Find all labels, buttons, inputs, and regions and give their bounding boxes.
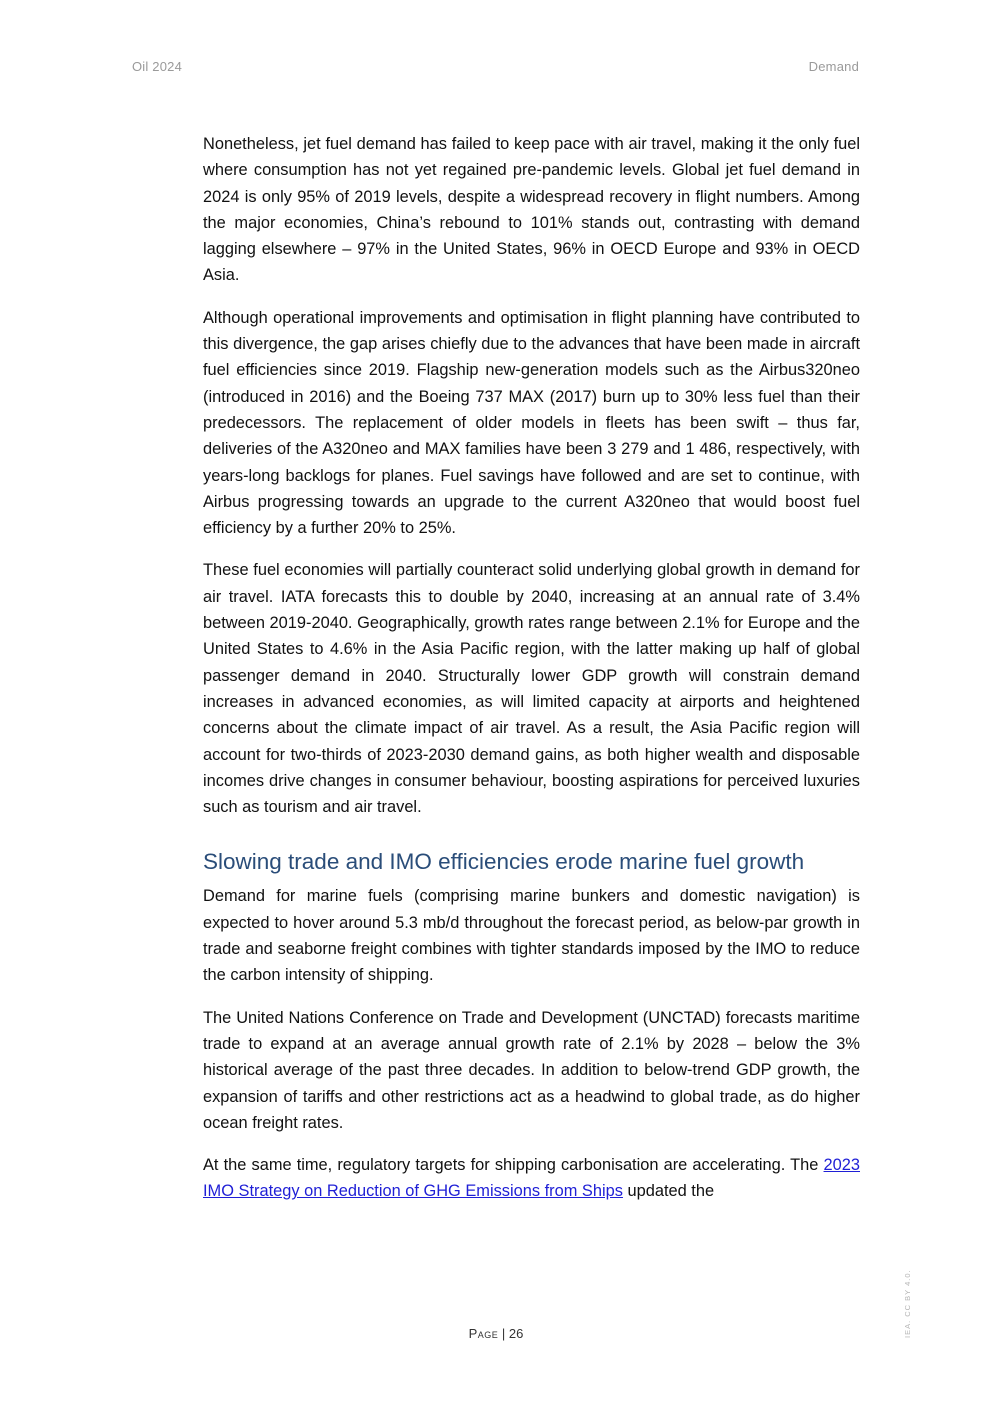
paragraph-marine-fuel-demand: Demand for marine fuels (comprising marine bunkers and domestic navigation) is expected to hover around 5.3 mb/d throughout the forecast period, as below-par growth in trade and seaborne freight combines with tighter standards imposed by the IMO to reduce the carbon intensity of shipping. bbox=[203, 887, 860, 985]
header-report-title: Oil 2024 bbox=[132, 59, 183, 74]
page-separator: | bbox=[498, 1326, 509, 1341]
page-footer bbox=[0, 1326, 992, 1341]
paragraph-text-before-link: At the same time, regulatory targets for shipping carbonisation are accelerating. The bbox=[203, 1156, 824, 1175]
paragraph-text-after-link: updated the bbox=[622, 1182, 715, 1201]
paragraph-maritime-trade: The United Nations Conference on Trade and Development (UNCTAD) forecasts maritime trade to expand at an average annual growth rate of 2.1% by 2028 – below the 3% historical average of the past three decades. In addition to below-trend GDP growth, the expansion of tariffs and other restrictions act as a headwind to global trade, as do higher ocean freight rates. bbox=[203, 1008, 860, 1132]
main-content bbox=[203, 131, 860, 1221]
page-number: 26 bbox=[508, 1326, 524, 1341]
page-label: Page bbox=[468, 1326, 499, 1341]
paragraph-fuel-efficiency: Although operational improvements and optimisation in flight planning have contributed to this divergence, the gap arises chiefly due to the advances that have been made in aircraft fuel efficiencies since 2019. Flagship new-generation models such as the Airbus320neo (introduced in 2016) and the Boeing 737 MAX (2017) burn up to 30% less fuel than their predecessors. The replacement of older models in fleets has been swift – thus far, deliveries of the A320neo and MAX families have been 3 279 and 1 486, respectively, with years-long backlogs for planes. Fuel savings have followed and are set to continue, with Airbus progressing towards an upgrade to the current A320neo that would boost fuel efficiency by a further 20% to 25%. bbox=[203, 308, 860, 538]
paragraph-regulatory-targets bbox=[203, 1152, 860, 1205]
paragraph-air-travel-growth: These fuel economies will partially counteract solid underlying global growth in demand for air travel. IATA forecasts this to double by 2040, increasing at an annual rate of 3.4% between 2019-2040. Geographically, growth rates range between 2.1% for Europe and the United States to 4.6% in the Asia Pacific region, with the latter making up half of global passenger demand in 2040. Structurally lower GDP growth will constrain demand increases in advanced economies, as will limited capacity at airports and heightened concerns about the climate impact of air travel. As a result, the Asia Pacific region will account for two-thirds of 2023-2030 demand gains, as both higher wealth and disposable incomes drive changes in consumer behaviour, boosting aspirations for perceived luxuries such as tourism and air travel. bbox=[203, 561, 860, 817]
section-heading-marine-fuel: Slowing trade and IMO efficiencies erode marine fuel growth bbox=[203, 849, 805, 875]
header-section-title: Demand bbox=[808, 59, 859, 74]
imo-strategy-link[interactable]: 2023 IMO Strategy on Reduction of GHG Emissions from Ships bbox=[203, 1156, 860, 1201]
license-notice: IEA. CC BY 4.0. bbox=[903, 1269, 912, 1338]
paragraph-jet-fuel-demand: Nonetheless, jet fuel demand has failed to keep pace with air travel, making it the only fuel where consumption has not yet regained pre-pandemic levels. Global jet fuel demand in 2024 is only 95% of 2019 levels, despite a widespread recovery in flight numbers. Among the major economies, China’s rebound to 101% stands out, contrasting with demand lagging elsewhere – 97% in the United States, 96% in OECD Europe and 93% in OECD Asia. bbox=[203, 135, 860, 285]
